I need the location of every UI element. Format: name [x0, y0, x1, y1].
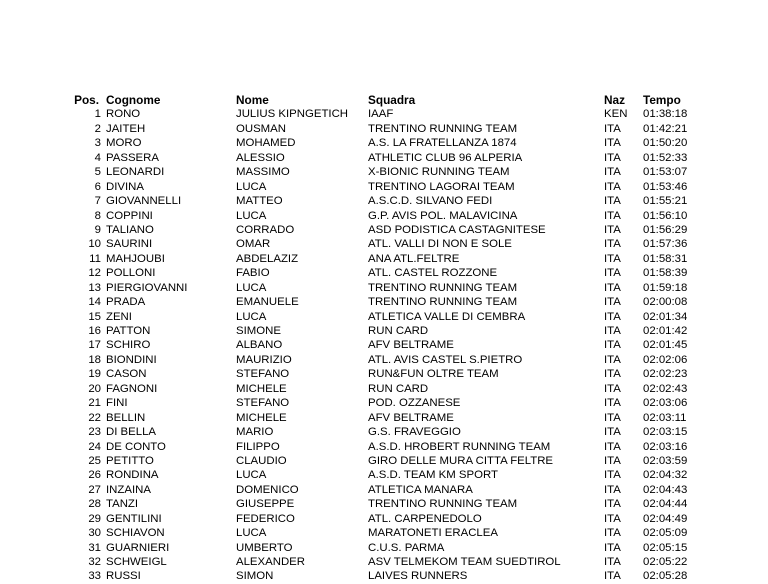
table-row [0, 526, 768, 540]
table-row [0, 281, 768, 295]
cell-cognome: PASSERA [106, 151, 159, 164]
cell-cognome: RUSSI [106, 570, 141, 583]
cell-squadra: X-BIONIC RUNNING TEAM [368, 166, 510, 179]
cell-naz: ITA [604, 411, 621, 424]
cell-naz: ITA [604, 527, 621, 540]
cell-pos: 21 [88, 397, 101, 410]
table-row [0, 454, 768, 468]
table-row [0, 209, 768, 223]
cell-squadra: A.S.D. TEAM KM SPORT [368, 469, 498, 482]
table-row [0, 468, 768, 482]
table-row [0, 440, 768, 454]
cell-pos: 2 [94, 122, 101, 135]
cell-nome: OMAR [236, 238, 271, 251]
cell-squadra: TRENTINO RUNNING TEAM [368, 498, 518, 511]
cell-nome: MICHELE [236, 411, 287, 424]
header-nome: Nome [236, 93, 269, 107]
cell-tempo: 01:52:33 [643, 151, 688, 164]
cell-naz: ITA [604, 382, 621, 395]
cell-squadra: POD. OZZANESE [368, 397, 461, 410]
cell-naz: ITA [604, 166, 621, 179]
cell-naz: ITA [604, 151, 621, 164]
cell-nome: LUCA [236, 209, 267, 222]
table-row [0, 382, 768, 396]
cell-cognome: RONDINA [106, 469, 159, 482]
cell-naz: ITA [604, 339, 621, 352]
cell-squadra: TRENTINO RUNNING TEAM [368, 122, 518, 135]
cell-pos: 14 [88, 296, 101, 309]
cell-pos: 32 [88, 556, 101, 568]
cell-nome: FABIO [236, 267, 270, 280]
cell-pos: 5 [94, 166, 101, 179]
table-row [0, 483, 768, 497]
table-row [0, 266, 768, 280]
table-row [0, 122, 768, 136]
cell-squadra: TRENTINO RUNNING TEAM [368, 296, 518, 309]
table-row [0, 353, 768, 367]
cell-cognome: POLLONI [106, 267, 156, 280]
cell-nome: MARIO [236, 426, 274, 439]
cell-cognome: PETITTO [106, 454, 154, 467]
table-row [0, 512, 768, 526]
cell-cognome: GIOVANNELLI [106, 195, 182, 208]
cell-pos: 30 [88, 527, 101, 540]
cell-naz: ITA [604, 310, 621, 323]
cell-nome: CLAUDIO [236, 454, 287, 467]
table-row [0, 151, 768, 165]
cell-cognome: BELLIN [106, 411, 146, 424]
cell-nome: OUSMAN [236, 122, 286, 135]
cell-pos: 29 [88, 512, 101, 525]
cell-nome: MATTEO [236, 195, 283, 208]
cell-tempo: 01:59:18 [643, 281, 688, 294]
cell-squadra: TRENTINO RUNNING TEAM [368, 281, 518, 294]
cell-pos: 8 [94, 209, 101, 222]
cell-tempo: 02:03:06 [643, 397, 688, 410]
cell-nome: LUCA [236, 180, 267, 193]
table-row [0, 497, 768, 511]
cell-tempo: 02:05:09 [643, 527, 688, 540]
table-row [0, 541, 768, 555]
header-pos: Pos. [74, 93, 99, 107]
cell-squadra: IAAF [368, 108, 394, 121]
cell-naz: ITA [604, 238, 621, 251]
cell-naz: ITA [604, 281, 621, 294]
cell-squadra: A.S.D. HROBERT RUNNING TEAM [368, 440, 551, 453]
cell-tempo: 02:02:06 [643, 353, 688, 366]
table-row [0, 107, 768, 121]
cell-squadra: ATL. CARPENEDOLO [368, 512, 482, 525]
cell-nome: FILIPPO [236, 440, 280, 453]
cell-cognome: PIERGIOVANNI [106, 281, 188, 294]
cell-nome: LUCA [236, 527, 267, 540]
cell-tempo: 02:04:44 [643, 498, 688, 511]
cell-cognome: DE CONTO [106, 440, 166, 453]
cell-naz: ITA [604, 498, 621, 511]
cell-pos: 6 [94, 180, 101, 193]
cell-nome: STEFANO [236, 397, 290, 410]
cell-squadra: ATL. VALLI DI NON E SOLE [368, 238, 512, 251]
cell-pos: 7 [94, 195, 101, 208]
cell-tempo: 02:01:34 [643, 310, 688, 323]
cell-cognome: TALIANO [106, 223, 154, 236]
cell-squadra: AFV BELTRAME [368, 339, 454, 352]
cell-squadra: A.S.C.D. SILVANO FEDI [368, 195, 493, 208]
cell-naz: ITA [604, 570, 621, 583]
cell-naz: ITA [604, 541, 621, 554]
table-header [0, 93, 768, 107]
cell-nome: LUCA [236, 281, 267, 294]
results-rows [0, 107, 768, 583]
cell-nome: UMBERTO [236, 541, 293, 554]
cell-tempo: 01:56:10 [643, 209, 688, 222]
cell-cognome: SCHWEIGL [106, 556, 167, 568]
cell-squadra: A.S. LA FRATELLANZA 1874 [368, 137, 517, 150]
cell-cognome: JAITEH [106, 122, 146, 135]
table-row [0, 367, 768, 381]
cell-nome: ALESSIO [236, 151, 285, 164]
cell-tempo: 02:02:43 [643, 382, 688, 395]
cell-pos: 23 [88, 426, 101, 439]
cell-tempo: 02:05:22 [643, 556, 688, 568]
cell-nome: SIMONE [236, 325, 281, 337]
cell-squadra: LAIVES RUNNERS [368, 570, 468, 583]
table-row [0, 136, 768, 150]
cell-squadra: G.S. FRAVEGGIO [368, 426, 461, 439]
cell-pos: 24 [88, 440, 101, 453]
table-row [0, 310, 768, 324]
cell-squadra: MARATONETI ERACLEA [368, 527, 498, 540]
cell-cognome: FINI [106, 397, 128, 410]
cell-pos: 3 [94, 137, 101, 150]
cell-squadra: C.U.S. PARMA [368, 541, 445, 554]
cell-cognome: CASON [106, 368, 147, 381]
table-row [0, 223, 768, 237]
cell-nome: MAURIZIO [236, 353, 292, 366]
cell-nome: ALEXANDER [236, 556, 306, 568]
cell-naz: ITA [604, 267, 621, 280]
table-row [0, 324, 768, 338]
cell-naz: ITA [604, 353, 621, 366]
cell-pos: 20 [88, 382, 101, 395]
cell-tempo: 02:04:49 [643, 512, 688, 525]
cell-naz: ITA [604, 426, 621, 439]
cell-tempo: 01:55:21 [643, 195, 688, 208]
cell-pos: 22 [88, 411, 101, 424]
cell-tempo: 01:50:20 [643, 137, 688, 150]
cell-tempo: 02:03:15 [643, 426, 688, 439]
cell-cognome: INZAINA [106, 483, 151, 496]
cell-squadra: TRENTINO LAGORAI TEAM [368, 180, 515, 193]
table-row [0, 194, 768, 208]
cell-tempo: 02:05:15 [643, 541, 688, 554]
cell-pos: 16 [88, 325, 101, 337]
cell-naz: ITA [604, 252, 621, 265]
cell-tempo: 01:42:21 [643, 122, 688, 135]
cell-tempo: 02:03:11 [643, 411, 687, 424]
cell-tempo: 02:01:45 [643, 339, 688, 352]
cell-pos: 13 [88, 281, 101, 294]
cell-pos: 26 [88, 469, 101, 482]
cell-cognome: DI BELLA [106, 426, 157, 439]
cell-tempo: 01:57:36 [643, 238, 688, 251]
cell-naz: ITA [604, 440, 621, 453]
cell-nome: SIMON [236, 570, 274, 583]
cell-naz: ITA [604, 325, 621, 337]
cell-nome: MOHAMED [236, 137, 296, 150]
cell-tempo: 01:58:39 [643, 267, 688, 280]
cell-cognome: SAURINI [106, 238, 153, 251]
cell-nome: LUCA [236, 469, 267, 482]
cell-nome: EMANUELE [236, 296, 299, 309]
table-row [0, 555, 768, 569]
cell-cognome: DIVINA [106, 180, 144, 193]
table-row [0, 425, 768, 439]
cell-tempo: 01:53:46 [643, 180, 688, 193]
header-tempo: Tempo [643, 93, 681, 107]
header-cognome: Cognome [106, 93, 161, 107]
cell-pos: 12 [88, 267, 101, 280]
cell-squadra: GIRO DELLE MURA CITTA FELTRE [368, 454, 554, 467]
cell-nome: ABDELAZIZ [236, 252, 299, 265]
cell-nome: ALBANO [236, 339, 283, 352]
cell-tempo: 02:01:42 [643, 325, 688, 337]
cell-squadra: ASV TELMEKOM TEAM SUEDTIROL [368, 556, 561, 568]
cell-cognome: GUARNIERI [106, 541, 170, 554]
cell-pos: 9 [94, 223, 101, 236]
cell-cognome: MAHJOUBI [106, 252, 165, 265]
cell-cognome: LEONARDI [106, 166, 165, 179]
cell-squadra: RUN&FUN OLTRE TEAM [368, 368, 499, 381]
cell-naz: ITA [604, 296, 621, 309]
cell-pos: 15 [88, 310, 101, 323]
cell-naz: ITA [604, 195, 621, 208]
cell-squadra: ANA ATL.FELTRE [368, 252, 460, 265]
cell-cognome: SCHIRO [106, 339, 151, 352]
cell-tempo: 01:38:18 [643, 108, 688, 121]
cell-naz: ITA [604, 483, 621, 496]
header-squadra: Squadra [368, 93, 416, 107]
cell-nome: LUCA [236, 310, 267, 323]
cell-cognome: FAGNONI [106, 382, 158, 395]
cell-cognome: PRADA [106, 296, 146, 309]
table-row [0, 338, 768, 352]
cell-tempo: 01:53:07 [643, 166, 688, 179]
cell-cognome: COPPINI [106, 209, 153, 222]
cell-pos: 25 [88, 454, 101, 467]
cell-squadra: ATHLETIC CLUB 96 ALPERIA [368, 151, 523, 164]
cell-squadra: ATL. AVIS CASTEL S.PIETRO [368, 353, 523, 366]
cell-nome: CORRADO [236, 223, 295, 236]
cell-naz: ITA [604, 223, 621, 236]
cell-cognome: BIONDINI [106, 353, 157, 366]
cell-naz: ITA [604, 512, 621, 525]
cell-pos: 4 [94, 151, 101, 164]
table-row [0, 165, 768, 179]
cell-squadra: G.P. AVIS POL. MALAVICINA [368, 209, 518, 222]
cell-tempo: 02:04:43 [643, 483, 688, 496]
cell-cognome: SCHIAVON [106, 527, 165, 540]
cell-squadra: RUN CARD [368, 382, 429, 395]
cell-pos: 18 [88, 353, 101, 366]
cell-pos: 28 [88, 498, 101, 511]
cell-cognome: MORO [106, 137, 142, 150]
cell-pos: 33 [88, 570, 101, 583]
cell-tempo: 02:00:08 [643, 296, 688, 309]
cell-naz: ITA [604, 122, 621, 135]
table-row [0, 180, 768, 194]
table-row [0, 237, 768, 251]
cell-nome: MASSIMO [236, 166, 290, 179]
cell-tempo: 02:04:32 [643, 469, 688, 482]
table-row [0, 569, 768, 583]
table-row [0, 411, 768, 425]
cell-tempo: 02:03:59 [643, 454, 688, 467]
results-sheet [0, 93, 768, 584]
cell-naz: ITA [604, 368, 621, 381]
cell-cognome: TANZI [106, 498, 139, 511]
cell-pos: 27 [88, 483, 101, 496]
cell-cognome: GENTILINI [106, 512, 162, 525]
cell-tempo: 02:03:16 [643, 440, 688, 453]
cell-squadra: AFV BELTRAME [368, 411, 454, 424]
cell-pos: 11 [89, 252, 101, 265]
cell-naz: ITA [604, 454, 621, 467]
cell-nome: DOMENICO [236, 483, 299, 496]
cell-nome: JULIUS KIPNGETICH [236, 108, 349, 121]
cell-squadra: ATLETICA MANARA [368, 483, 473, 496]
cell-nome: GIUSEPPE [236, 498, 295, 511]
cell-naz: ITA [604, 137, 621, 150]
cell-squadra: ATL. CASTEL ROZZONE [368, 267, 498, 280]
cell-naz: ITA [604, 469, 621, 482]
cell-cognome: ZENI [106, 310, 132, 323]
cell-tempo: 01:56:29 [643, 223, 688, 236]
cell-squadra: RUN CARD [368, 325, 429, 337]
header-naz: Naz [604, 93, 625, 107]
cell-tempo: 02:02:23 [643, 368, 688, 381]
cell-naz: ITA [604, 209, 621, 222]
cell-naz: ITA [604, 180, 621, 193]
cell-nome: FEDERICO [236, 512, 295, 525]
table-row [0, 252, 768, 266]
cell-tempo: 01:58:31 [643, 252, 688, 265]
cell-pos: 10 [88, 238, 101, 251]
cell-squadra: ATLETICA VALLE DI CEMBRA [368, 310, 526, 323]
cell-pos: 17 [88, 339, 101, 352]
cell-naz: ITA [604, 397, 621, 410]
cell-squadra: ASD PODISTICA CASTAGNITESE [368, 223, 546, 236]
cell-naz: ITA [604, 556, 621, 568]
cell-pos: 1 [94, 108, 101, 121]
table-row [0, 396, 768, 410]
cell-tempo: 02:05:28 [643, 570, 688, 583]
cell-cognome: PATTON [106, 325, 151, 337]
cell-pos: 19 [88, 368, 101, 381]
cell-nome: MICHELE [236, 382, 287, 395]
cell-naz: KEN [604, 108, 628, 121]
table-row [0, 295, 768, 309]
cell-nome: STEFANO [236, 368, 290, 381]
cell-cognome: RONO [106, 108, 141, 121]
cell-pos: 31 [88, 541, 101, 554]
